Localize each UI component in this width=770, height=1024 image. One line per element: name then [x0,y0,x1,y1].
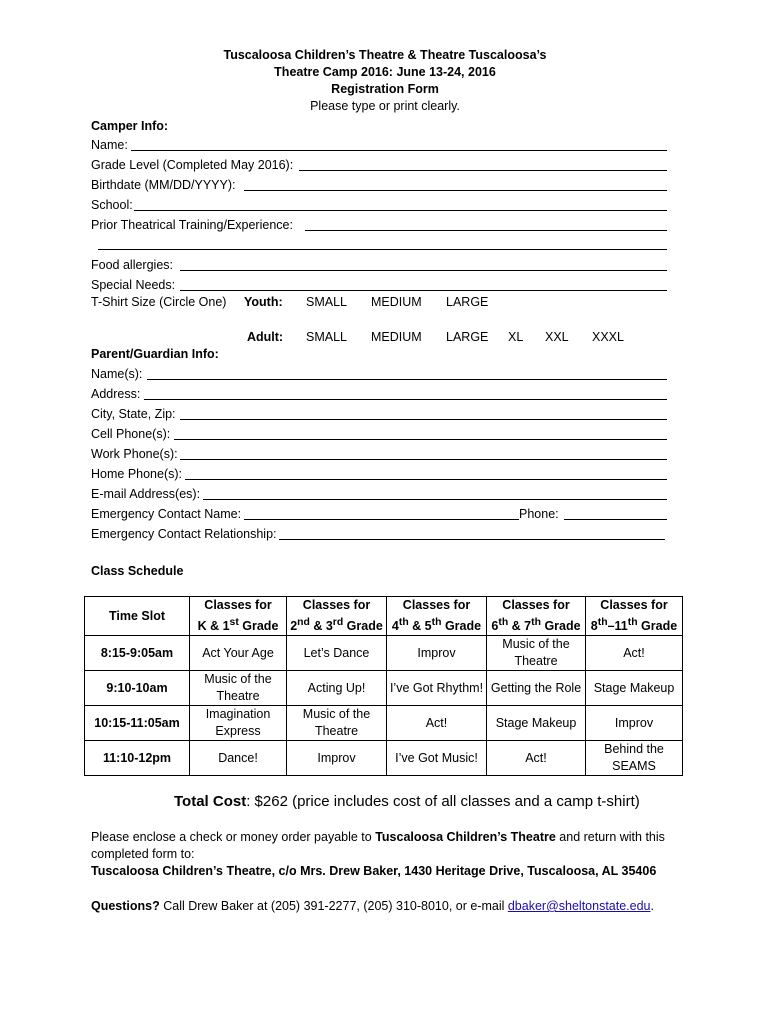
total-cost-text: : $262 (price includes cost of all classes and a camp t-shirt) [246,793,640,810]
table-row [85,706,683,741]
food-allergies-label: Food allergies: [91,258,173,272]
training-label: Prior Theatrical Training/Experience: [91,218,293,232]
class-schedule-heading: Class Schedule [91,564,184,578]
contact-email-link[interactable]: dbaker@sheltonstate.edu [507,899,651,913]
cell-phone-label: Cell Phone(s): [91,427,171,441]
time-slot-cell: 10:15-11:05am [85,706,190,741]
title-line-1: Tuscaloosa Children’s Theatre & Theatre Tuscaloosa’s [223,48,547,62]
emergency-name-field[interactable] [244,519,519,520]
emergency-relationship-label: Emergency Contact Relationship: [91,527,277,541]
class-cell: Stage Makeup [586,671,683,706]
parent-names-field[interactable] [147,379,667,380]
training-field[interactable] [305,230,667,231]
title-line-3: Registration Form [331,82,439,96]
camper-name-label: Name: [91,138,128,152]
header-k-1: Classes for K & 1st Grade [190,597,287,636]
class-cell: I’ve Got Music! [387,741,487,776]
address-field[interactable] [144,399,667,400]
header-6-7: Classes for 6th & 7th Grade [487,597,586,636]
header-8-11: Classes for 8th–11th Grade [586,597,683,636]
home-phone-label: Home Phone(s): [91,467,183,481]
time-slot-header: Time Slot [85,597,190,636]
table-row [85,636,683,671]
emergency-phone-field[interactable] [564,519,667,520]
emergency-relationship-field[interactable] [279,539,665,540]
email-label: E-mail Address(es): [91,487,201,501]
class-cell: Music of the Theatre [190,671,287,706]
tshirt-size-label: T-Shirt Size (Circle One) [91,295,227,309]
questions-label: Questions? [91,899,160,913]
camper-name-field[interactable] [131,150,667,151]
time-slot-cell: 9:10-10am [85,671,190,706]
payment-instructions: Please enclose a check or money order payable to Tuscaloosa Children’s Theatre and return with this completed form to: [91,830,665,861]
food-allergies-field[interactable] [180,270,667,271]
adult-size-xxl[interactable]: XXL [545,330,569,344]
class-cell: Dance! [190,741,287,776]
address-label: Address: [91,387,141,401]
title-line-2: Theatre Camp 2016: June 13-24, 2016 [274,65,496,79]
class-schedule-table [84,596,683,776]
class-cell: Act! [487,741,586,776]
camper-info-heading: Camper Info: [91,119,169,133]
header-4-5: Classes for 4th & 5th Grade [387,597,487,636]
parent-info-heading: Parent/Guardian Info: [91,347,219,361]
class-cell: Music of the Theatre [487,636,586,671]
time-slot-cell: 11:10-12pm [85,741,190,776]
adult-size-small[interactable]: SMALL [306,330,347,344]
training-field-continued[interactable] [98,249,667,250]
class-cell: Music of the Theatre [287,706,387,741]
payee-name: Tuscaloosa Children’s Theatre [375,830,556,844]
class-cell: Acting Up! [287,671,387,706]
class-cell: Stage Makeup [487,706,586,741]
special-needs-label: Special Needs: [91,278,176,292]
home-phone-field[interactable] [185,479,667,480]
class-cell: Improv [586,706,683,741]
header-2-3: Classes for 2nd & 3rd Grade [287,597,387,636]
adult-label: Adult: [247,330,284,344]
emergency-name-label: Emergency Contact Name: [91,507,242,521]
grade-level-label: Grade Level (Completed May 2016): [91,158,294,172]
questions-line: Questions? Call Drew Baker at (205) 391-2277, (205) 310-8010, or e-mail dbaker@sheltonstate.edu. [91,899,654,913]
adult-size-large[interactable]: LARGE [446,330,489,344]
emergency-phone-label: Phone: [519,507,559,521]
work-phone-label: Work Phone(s): [91,447,178,461]
total-cost [174,792,640,812]
class-cell: Act Your Age [190,636,287,671]
class-cell: I’ve Got Rhythm! [387,671,487,706]
youth-size-small[interactable]: SMALL [306,295,347,309]
time-slot-cell: 8:15-9:05am [85,636,190,671]
birthdate-field[interactable] [244,190,667,191]
mailing-address: Tuscaloosa Children’s Theatre, c/o Mrs. Drew Baker, 1430 Heritage Drive, Tuscaloosa, AL 35406 [91,864,657,878]
adult-size-medium[interactable]: MEDIUM [371,330,422,344]
email-field[interactable] [203,499,667,500]
class-cell: Improv [387,636,487,671]
youth-label: Youth: [244,295,283,309]
class-cell: Act! [387,706,487,741]
cell-phone-field[interactable] [174,439,667,440]
school-field[interactable] [134,210,667,211]
birthdate-label: Birthdate (MM/DD/YYYY): [91,178,236,192]
class-cell: Act! [586,636,683,671]
table-row [85,671,683,706]
city-state-zip-field[interactable] [180,419,667,420]
adult-size-xl[interactable]: XL [508,330,524,344]
class-cell: Improv [287,741,387,776]
city-state-zip-label: City, State, Zip: [91,407,176,421]
parent-names-label: Name(s): [91,367,143,381]
instruction-line: Please type or print clearly. [310,99,460,113]
class-cell: Getting the Role [487,671,586,706]
class-cell: Behind the SEAMS [586,741,683,776]
school-label: School: [91,198,133,212]
adult-size-xxxl[interactable]: XXXL [592,330,624,344]
class-cell: Imagination Express [190,706,287,741]
work-phone-field[interactable] [180,459,667,460]
youth-size-large[interactable]: LARGE [446,295,489,309]
schedule-header-row [85,597,683,636]
youth-size-medium[interactable]: MEDIUM [371,295,422,309]
special-needs-field[interactable] [180,290,667,291]
class-cell: Let’s Dance [287,636,387,671]
grade-level-field[interactable] [299,170,667,171]
total-cost-label: Total Cost [174,793,247,810]
table-row [85,741,683,776]
